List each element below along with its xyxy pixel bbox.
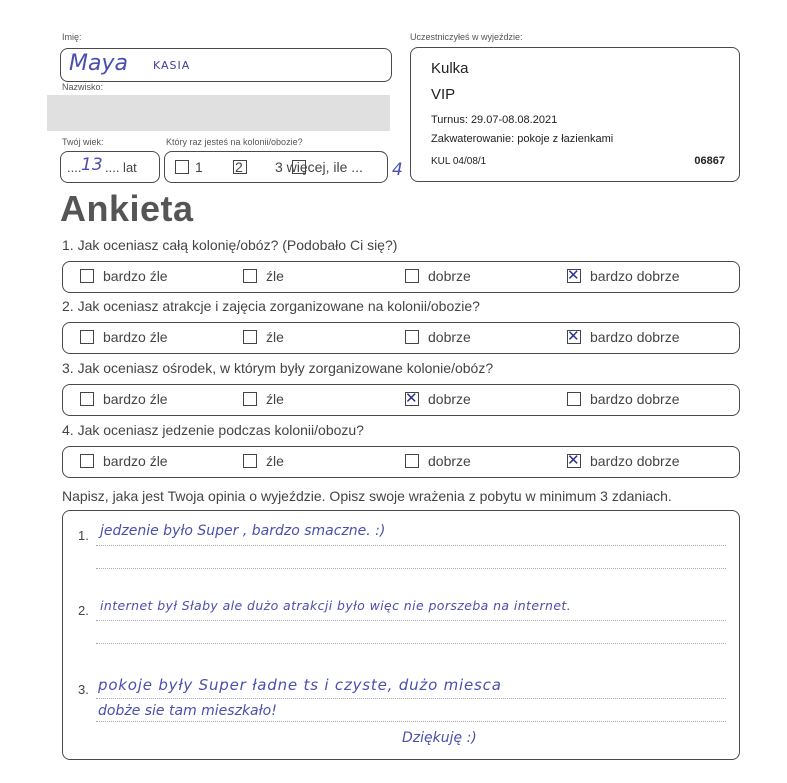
opinion-line-3: pokoje były Super ładne ts i czyste, dużo miesca <box>98 676 502 694</box>
question-3-option[interactable] <box>567 391 680 407</box>
checkbox[interactable] <box>567 392 581 406</box>
trip-box <box>410 47 740 182</box>
option-label: dobrze <box>428 329 471 345</box>
checkbox[interactable] <box>243 330 257 344</box>
checkbox[interactable] <box>405 392 419 406</box>
trip-label: Uczestniczyłeś w wyjeździe: <box>410 32 523 42</box>
checkbox[interactable] <box>567 269 581 283</box>
checkbox[interactable] <box>567 330 581 344</box>
checkbox[interactable] <box>243 454 257 468</box>
page-title: Ankieta <box>60 188 194 229</box>
checkbox[interactable] <box>80 330 94 344</box>
question-3-option[interactable] <box>80 391 168 407</box>
trip-name: Kulka <box>431 60 469 77</box>
trip-type: VIP <box>431 86 456 103</box>
option-label: bardzo źle <box>103 391 168 407</box>
trip-turnus: Turnus: 29.07-08.08.2021 <box>431 114 558 126</box>
checkbox[interactable] <box>80 392 94 406</box>
wiek-prefix: .... <box>67 160 82 175</box>
ktory-raz-option-1: 1 <box>195 159 203 175</box>
wiek-value: 13 <box>81 155 103 175</box>
question-2-option[interactable] <box>567 329 680 345</box>
opinion-box[interactable] <box>62 510 740 760</box>
question-1-option[interactable] <box>405 268 471 284</box>
trip-zakwaterowanie: Zakwaterowanie: pokoje z łazienkami <box>431 133 614 145</box>
option-label: bardzo dobrze <box>590 453 680 469</box>
question-2-option[interactable] <box>80 329 168 345</box>
question-1-option[interactable] <box>80 268 168 284</box>
wiek-field[interactable] <box>60 151 160 183</box>
checkbox[interactable] <box>243 392 257 406</box>
trip-number: 06867 <box>694 155 725 167</box>
question-2-text: 2. Jak oceniasz atrakcje i zajęcia zorganizowane na kolonii/obozie? <box>62 298 480 314</box>
ktory-raz-checkbox-1[interactable] <box>175 160 189 174</box>
checkbox[interactable] <box>567 454 581 468</box>
opinion-number-3: 3. <box>78 682 89 697</box>
question-1-option[interactable] <box>567 268 680 284</box>
option-label: bardzo dobrze <box>590 391 680 407</box>
option-label: źle <box>266 453 284 469</box>
option-label: bardzo dobrze <box>590 268 680 284</box>
option-label: źle <box>266 391 284 407</box>
question-3-option[interactable] <box>405 391 471 407</box>
ktory-raz-value: 4 <box>392 160 403 180</box>
nazwisko-redacted <box>47 95 390 131</box>
question-4-option[interactable] <box>405 453 471 469</box>
option-label: źle <box>266 329 284 345</box>
wiek-label: Twój wiek: <box>62 137 104 147</box>
question-4-option[interactable] <box>80 453 168 469</box>
dotted-line <box>96 545 726 546</box>
imie-value: Maya <box>69 51 128 76</box>
opinion-line-5: Dziękuję :) <box>402 730 477 746</box>
question-1-option[interactable] <box>243 268 284 284</box>
option-label: bardzo źle <box>103 453 168 469</box>
checkbox[interactable] <box>405 269 419 283</box>
opinion-number-2: 2. <box>78 603 89 618</box>
question-4-option[interactable] <box>567 453 680 469</box>
question-3-option[interactable] <box>243 391 284 407</box>
checkbox[interactable] <box>243 269 257 283</box>
ktory-raz-option-3: 3 więcej, ile ... <box>275 159 363 175</box>
dotted-line <box>96 568 726 569</box>
question-1-text: 1. Jak oceniasz całą kolonię/obóz? (Podobało Ci się?) <box>62 237 398 253</box>
wiek-suffix: .... lat <box>105 160 137 175</box>
opinion-number-1: 1. <box>78 528 89 543</box>
dotted-line <box>96 721 726 722</box>
question-4-option[interactable] <box>243 453 284 469</box>
dotted-line <box>96 620 726 621</box>
dotted-line <box>96 643 726 644</box>
dotted-line <box>96 698 726 699</box>
opinion-line-4: dobże sie tam mieszkało! <box>98 703 277 719</box>
ktory-raz-field[interactable] <box>164 151 388 183</box>
option-label: bardzo źle <box>103 329 168 345</box>
imie-extra: KASIA <box>153 59 191 72</box>
option-label: dobrze <box>428 391 471 407</box>
question-2-option[interactable] <box>243 329 284 345</box>
nazwisko-label: Nazwisko: <box>62 82 104 92</box>
opinion-line-1: jedzenie było Super , bardzo smaczne. :) <box>100 523 386 539</box>
imie-label: Imię: <box>62 32 82 42</box>
opinion-prompt: Napisz, jaka jest Twoja opinia o wyjeździe. Opisz swoje wrażenia z pobytu w minimum 3 zdaniach. <box>62 488 672 504</box>
checkbox[interactable] <box>405 330 419 344</box>
question-4-text: 4. Jak oceniasz jedzenie podczas kolonii/obozu? <box>62 422 364 438</box>
question-3-text: 3. Jak oceniasz ośrodek, w którym były zorganizowane kolonie/obóz? <box>62 360 494 376</box>
option-label: bardzo źle <box>103 268 168 284</box>
checkbox[interactable] <box>80 269 94 283</box>
option-label: bardzo dobrze <box>590 329 680 345</box>
checkbox[interactable] <box>405 454 419 468</box>
option-label: źle <box>266 268 284 284</box>
ktory-raz-label: Który raz jesteś na kolonii/obozie? <box>166 137 303 147</box>
ktory-raz-option-2: 2 <box>235 159 243 175</box>
question-2-option[interactable] <box>405 329 471 345</box>
imie-field[interactable] <box>60 48 392 82</box>
trip-code: KUL 04/08/1 <box>431 156 487 167</box>
checkbox[interactable] <box>80 454 94 468</box>
option-label: dobrze <box>428 268 471 284</box>
option-label: dobrze <box>428 453 471 469</box>
opinion-line-2: internet był Słaby ale dużo atrakcji było więc nie porszeba na internet. <box>100 598 572 613</box>
